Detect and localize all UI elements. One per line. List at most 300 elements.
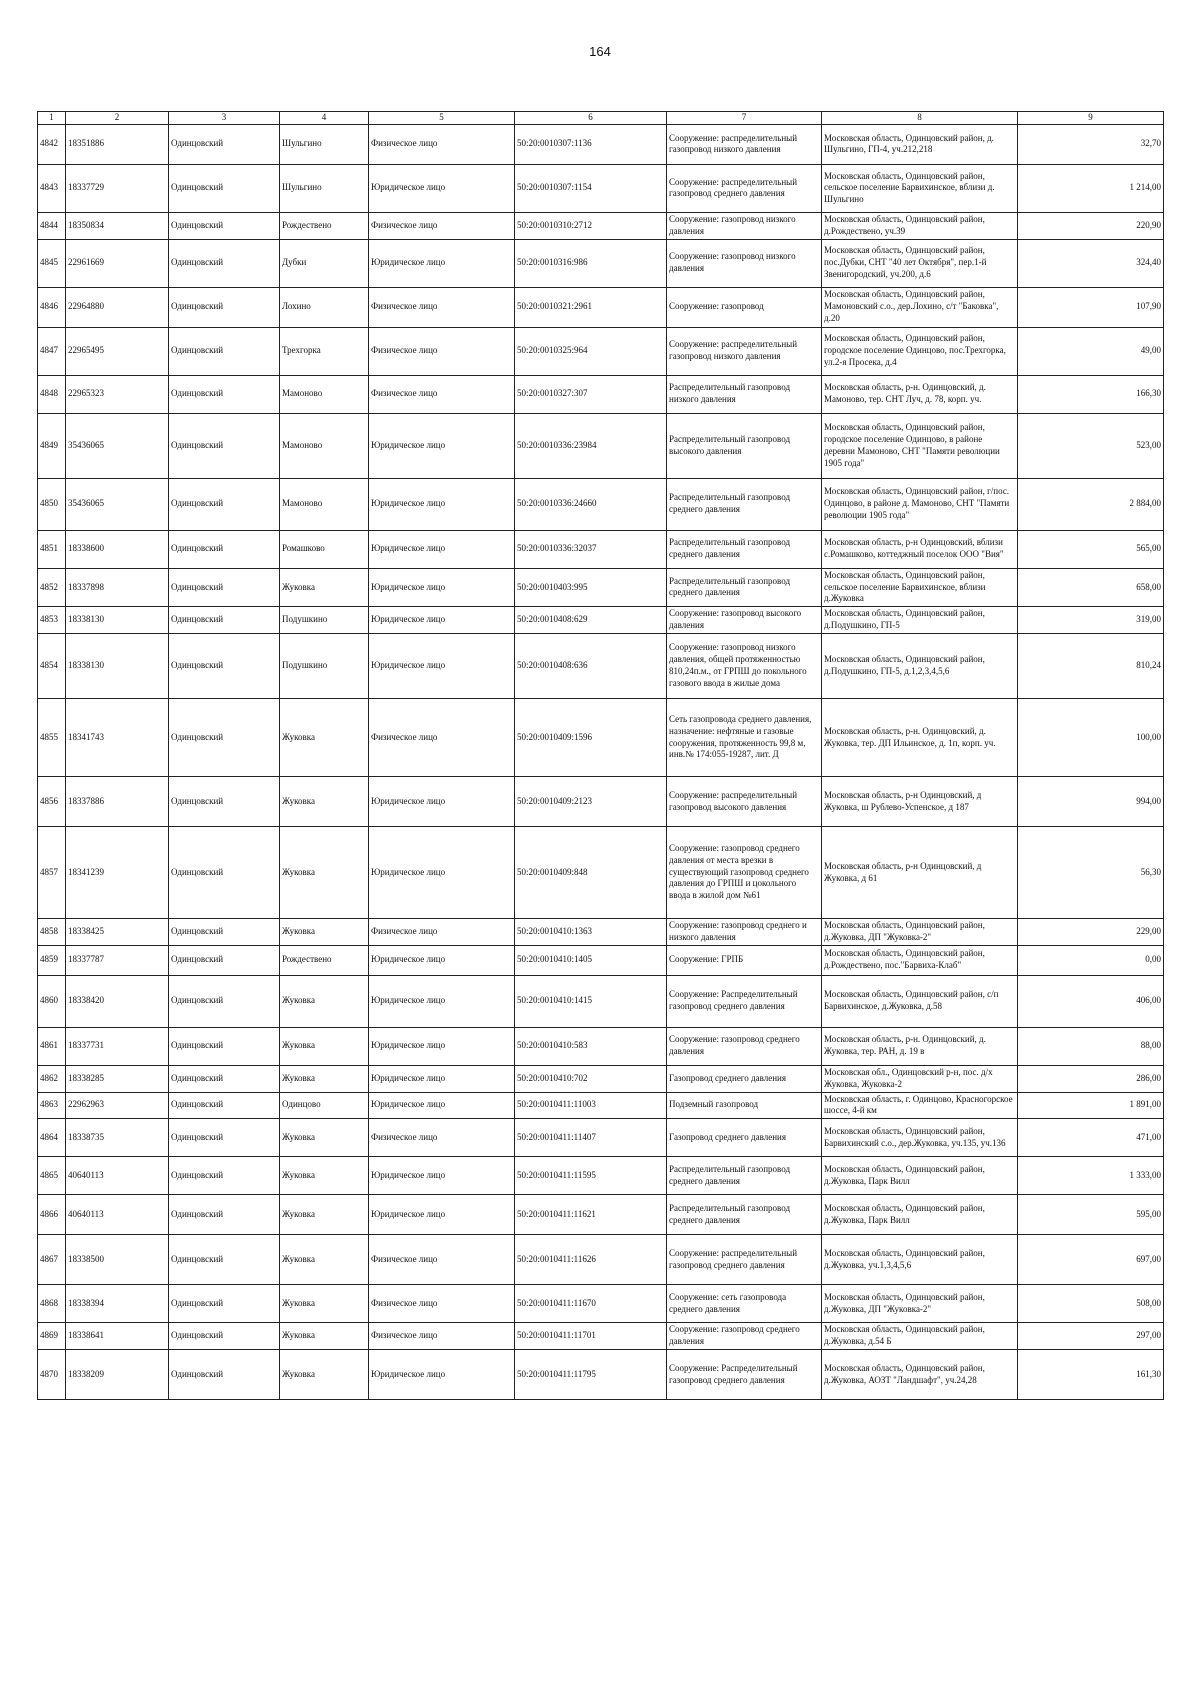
- cell-object-id: 35436065: [66, 413, 169, 478]
- cell-district: Одинцовский: [169, 478, 280, 530]
- cell-object-description: Распределительный газопровод среднего давления: [667, 478, 822, 530]
- cell-length: 658,00: [1018, 568, 1164, 607]
- cell-length: 319,00: [1018, 607, 1164, 634]
- table-row: [38, 1065, 1164, 1092]
- cell-address: Московская область, Одинцовский район, Мамоновский с.о., дер.Лохино, с/т "Баковка", д.20: [822, 287, 1018, 327]
- cell-object-id: 18337731: [66, 1027, 169, 1065]
- cell-row-number: 4852: [38, 568, 66, 607]
- table-row: [38, 327, 1164, 375]
- cell-cadastral-number: 50:20:0010411:11621: [515, 1195, 667, 1235]
- cell-object-description: Сооружение: распределительный газопровод низкого давления: [667, 327, 822, 375]
- cell-locality: Подушкино: [280, 607, 369, 634]
- cell-object-description: Сооружение: ГРПБ: [667, 945, 822, 975]
- cell-row-number: 4859: [38, 945, 66, 975]
- cell-row-number: 4848: [38, 375, 66, 413]
- cell-row-number: 4858: [38, 919, 66, 946]
- cell-row-number: 4857: [38, 827, 66, 919]
- cell-locality: Жуковка: [280, 1119, 369, 1157]
- cell-object-id: 18338130: [66, 607, 169, 634]
- cell-object-id: 18350834: [66, 212, 169, 239]
- cell-cadastral-number: 50:20:0010325:964: [515, 327, 667, 375]
- cell-length: 523,00: [1018, 413, 1164, 478]
- cell-cadastral-number: 50:20:0010408:636: [515, 634, 667, 699]
- cell-length: 286,00: [1018, 1065, 1164, 1092]
- cell-owner-type: Физическое лицо: [369, 1119, 515, 1157]
- cell-row-number: 4869: [38, 1323, 66, 1350]
- cell-district: Одинцовский: [169, 1323, 280, 1350]
- cell-owner-type: Юридическое лицо: [369, 1350, 515, 1400]
- cell-district: Одинцовский: [169, 945, 280, 975]
- cell-address: Московская область, Одинцовский район, д.Подушкино, ГП-5, д.1,2,3,4,5,6: [822, 634, 1018, 699]
- cell-owner-type: Физическое лицо: [369, 375, 515, 413]
- cell-address: Московская область, Одинцовский район, г/пос. Одинцово, в районе д. Мамоново, СНТ "Памяти революции 1905 года": [822, 478, 1018, 530]
- cell-object-id: 18338209: [66, 1350, 169, 1400]
- cell-locality: Жуковка: [280, 699, 369, 777]
- cell-locality: Мамоново: [280, 478, 369, 530]
- cell-cadastral-number: 50:20:0010411:11626: [515, 1235, 667, 1285]
- cell-object-id: 22964880: [66, 287, 169, 327]
- table-row: [38, 975, 1164, 1027]
- cell-length: 229,00: [1018, 919, 1164, 946]
- table-row: [38, 1195, 1164, 1235]
- cell-object-id: 18338394: [66, 1285, 169, 1323]
- cell-cadastral-number: 50:20:0010408:629: [515, 607, 667, 634]
- cell-locality: Жуковка: [280, 1157, 369, 1195]
- cell-length: 810,24: [1018, 634, 1164, 699]
- cell-object-id: 18337729: [66, 164, 169, 212]
- cell-object-id: 18338420: [66, 975, 169, 1027]
- cell-row-number: 4867: [38, 1235, 66, 1285]
- cell-district: Одинцовский: [169, 777, 280, 827]
- cell-locality: Жуковка: [280, 975, 369, 1027]
- cell-address: Московская область, Одинцовский район, городское поселение Одинцово, в районе деревни Мамоново, СНТ "Памяти революции 1905 года": [822, 413, 1018, 478]
- cell-row-number: 4868: [38, 1285, 66, 1323]
- cell-owner-type: Юридическое лицо: [369, 1157, 515, 1195]
- cell-locality: Шульгино: [280, 164, 369, 212]
- cell-object-id: 18338500: [66, 1235, 169, 1285]
- cell-district: Одинцовский: [169, 239, 280, 287]
- cell-row-number: 4862: [38, 1065, 66, 1092]
- cell-object-id: 18337787: [66, 945, 169, 975]
- table-row: [38, 1235, 1164, 1285]
- cell-object-id: 22965495: [66, 327, 169, 375]
- cell-length: 565,00: [1018, 530, 1164, 568]
- cell-address: Московская область, Одинцовский район, сельское поселение Барвихинское, вблизи д. Шульгино: [822, 164, 1018, 212]
- page-number: 164: [589, 44, 611, 59]
- cell-owner-type: Юридическое лицо: [369, 607, 515, 634]
- cell-object-id: 18338600: [66, 530, 169, 568]
- cell-locality: Лохино: [280, 287, 369, 327]
- column-header-locality: 4: [280, 112, 369, 125]
- cell-object-description: Сооружение: распределительный газопровод низкого давления: [667, 124, 822, 164]
- cell-address: Московская область, Одинцовский район, городское поселение Одинцово, пос.Трехгорка, ул.2-я Просека, д.4: [822, 327, 1018, 375]
- cell-object-id: 22961669: [66, 239, 169, 287]
- cell-locality: Мамоново: [280, 375, 369, 413]
- cell-address: Московская область, р-н Одинцовский, д Жуковка, д 61: [822, 827, 1018, 919]
- table-row: [38, 530, 1164, 568]
- cell-owner-type: Юридическое лицо: [369, 945, 515, 975]
- cell-cadastral-number: 50:20:0010410:1415: [515, 975, 667, 1027]
- cell-district: Одинцовский: [169, 919, 280, 946]
- cell-locality: Жуковка: [280, 568, 369, 607]
- cell-address: Московская область, Одинцовский район, д.Рождествено, пос."Барвиха-Клаб": [822, 945, 1018, 975]
- cell-row-number: 4849: [38, 413, 66, 478]
- cell-locality: Жуковка: [280, 1027, 369, 1065]
- cell-district: Одинцовский: [169, 164, 280, 212]
- cell-object-description: Сооружение: распределительный газопровод высокого давления: [667, 777, 822, 827]
- cell-length: 595,00: [1018, 1195, 1164, 1235]
- cell-locality: Подушкино: [280, 634, 369, 699]
- cell-owner-type: Юридическое лицо: [369, 568, 515, 607]
- cell-cadastral-number: 50:20:0010327:307: [515, 375, 667, 413]
- cell-district: Одинцовский: [169, 327, 280, 375]
- cell-locality: Мамоново: [280, 413, 369, 478]
- cell-object-id: 18338735: [66, 1119, 169, 1157]
- cell-object-id: 18338130: [66, 634, 169, 699]
- cell-district: Одинцовский: [169, 568, 280, 607]
- cell-cadastral-number: 50:20:0010307:1136: [515, 124, 667, 164]
- cell-length: 32,70: [1018, 124, 1164, 164]
- table-row: [38, 699, 1164, 777]
- cell-object-description: Распределительный газопровод среднего давления: [667, 1195, 822, 1235]
- cell-locality: Рождествено: [280, 212, 369, 239]
- cell-district: Одинцовский: [169, 1119, 280, 1157]
- cell-cadastral-number: 50:20:0010410:1363: [515, 919, 667, 946]
- cell-cadastral-number: 50:20:0010403:995: [515, 568, 667, 607]
- table-row: [38, 164, 1164, 212]
- cell-object-description: Подземный газопровод: [667, 1092, 822, 1119]
- cell-locality: Жуковка: [280, 1285, 369, 1323]
- column-header-owner-type: 5: [369, 112, 515, 125]
- cell-object-description: Газопровод среднего давления: [667, 1065, 822, 1092]
- table-row: [38, 1027, 1164, 1065]
- cell-owner-type: Юридическое лицо: [369, 1065, 515, 1092]
- cell-owner-type: Физическое лицо: [369, 919, 515, 946]
- cell-cadastral-number: 50:20:0010410:583: [515, 1027, 667, 1065]
- cell-owner-type: Физическое лицо: [369, 1323, 515, 1350]
- cell-object-description: Сооружение: сеть газопровода среднего давления: [667, 1285, 822, 1323]
- table-row: [38, 634, 1164, 699]
- cell-locality: Жуковка: [280, 777, 369, 827]
- cell-district: Одинцовский: [169, 124, 280, 164]
- cell-object-id: 40640113: [66, 1157, 169, 1195]
- cell-locality: Жуковка: [280, 919, 369, 946]
- cell-locality: Жуковка: [280, 1195, 369, 1235]
- table-row: [38, 777, 1164, 827]
- cell-length: 471,00: [1018, 1119, 1164, 1157]
- cell-object-description: Сооружение: газопровод среднего и низкого давления: [667, 919, 822, 946]
- table-body: [38, 124, 1164, 1399]
- cell-object-description: Распределительный газопровод среднего давления: [667, 568, 822, 607]
- cell-object-id: 18351886: [66, 124, 169, 164]
- registry-table: [37, 111, 1164, 1400]
- cell-object-id: 22962963: [66, 1092, 169, 1119]
- table-row: [38, 375, 1164, 413]
- cell-district: Одинцовский: [169, 1195, 280, 1235]
- cell-cadastral-number: 50:20:0010410:1405: [515, 945, 667, 975]
- cell-locality: Жуковка: [280, 1350, 369, 1400]
- cell-district: Одинцовский: [169, 413, 280, 478]
- cell-address: Московская область, Одинцовский район, д.Жуковка, Парк Вилл: [822, 1195, 1018, 1235]
- cell-object-description: Распределительный газопровод среднего давления: [667, 1157, 822, 1195]
- cell-object-id: 18341239: [66, 827, 169, 919]
- cell-district: Одинцовский: [169, 975, 280, 1027]
- cell-object-description: Сеть газопровода среднего давления, назначение: нефтяные и газовые сооружения, протяженность 99,8 м, инв.№ 174:055-19287, лит. Д: [667, 699, 822, 777]
- cell-address: Московская область, Одинцовский район, с/п Барвихинское, д.Жуковка, д.58: [822, 975, 1018, 1027]
- cell-object-id: 18337886: [66, 777, 169, 827]
- cell-owner-type: Юридическое лицо: [369, 1195, 515, 1235]
- cell-length: 166,30: [1018, 375, 1164, 413]
- cell-address: Московская область, Одинцовский район, д.Жуковка, АОЗТ "Ландшафт", уч.24,28: [822, 1350, 1018, 1400]
- cell-length: 56,30: [1018, 827, 1164, 919]
- cell-address: Московская область, Одинцовский район, д.Рождествено, уч.39: [822, 212, 1018, 239]
- table-header: [38, 112, 1164, 125]
- table-row: [38, 287, 1164, 327]
- cell-cadastral-number: 50:20:0010411:11795: [515, 1350, 667, 1400]
- table-row: [38, 919, 1164, 946]
- cell-district: Одинцовский: [169, 607, 280, 634]
- cell-address: Московская область, Одинцовский район, д. Шульгино, ГП-4, уч.212,218: [822, 124, 1018, 164]
- cell-owner-type: Юридическое лицо: [369, 530, 515, 568]
- cell-district: Одинцовский: [169, 375, 280, 413]
- cell-row-number: 4855: [38, 699, 66, 777]
- cell-row-number: 4843: [38, 164, 66, 212]
- cell-length: 2 884,00: [1018, 478, 1164, 530]
- cell-owner-type: Юридическое лицо: [369, 1027, 515, 1065]
- cell-address: Московская область, Одинцовский район, Барвихинский с.о., дер.Жуковка, уч.135, уч.136: [822, 1119, 1018, 1157]
- cell-cadastral-number: 50:20:0010310:2712: [515, 212, 667, 239]
- cell-length: 1 333,00: [1018, 1157, 1164, 1195]
- cell-address: Московская область, р-н. Одинцовский, д. Жуковка, тер. РАН, д. 19 в: [822, 1027, 1018, 1065]
- cell-address: Московская обл., Одинцовский р-н, пос. д/х Жуковка, Жуковка-2: [822, 1065, 1018, 1092]
- cell-owner-type: Юридическое лицо: [369, 975, 515, 1027]
- column-header-address: 8: [822, 112, 1018, 125]
- cell-cadastral-number: 50:20:0010411:11595: [515, 1157, 667, 1195]
- cell-locality: Дубки: [280, 239, 369, 287]
- cell-row-number: 4861: [38, 1027, 66, 1065]
- cell-object-description: Сооружение: газопровод среднего давления: [667, 1323, 822, 1350]
- column-header-object-description: 7: [667, 112, 822, 125]
- table-row: [38, 607, 1164, 634]
- cell-object-description: Сооружение: газопровод низкого давления: [667, 239, 822, 287]
- cell-cadastral-number: 50:20:0010336:32037: [515, 530, 667, 568]
- cell-length: 100,00: [1018, 699, 1164, 777]
- cell-address: Московская область, Одинцовский район, сельское поселение Барвихинское, вблизи д.Жуковка: [822, 568, 1018, 607]
- cell-owner-type: Физическое лицо: [369, 1285, 515, 1323]
- cell-object-description: Сооружение: газопровод: [667, 287, 822, 327]
- cell-owner-type: Юридическое лицо: [369, 239, 515, 287]
- cell-length: 220,90: [1018, 212, 1164, 239]
- table-row: [38, 1285, 1164, 1323]
- cell-owner-type: Юридическое лицо: [369, 413, 515, 478]
- cell-locality: Жуковка: [280, 1323, 369, 1350]
- cell-cadastral-number: 50:20:0010409:2123: [515, 777, 667, 827]
- cell-length: 406,00: [1018, 975, 1164, 1027]
- cell-district: Одинцовский: [169, 1235, 280, 1285]
- cell-cadastral-number: 50:20:0010411:11670: [515, 1285, 667, 1323]
- table-row: [38, 124, 1164, 164]
- cell-owner-type: Физическое лицо: [369, 212, 515, 239]
- cell-cadastral-number: 50:20:0010336:23984: [515, 413, 667, 478]
- cell-row-number: 4854: [38, 634, 66, 699]
- cell-address: Московская область, р-н. Одинцовский, д. Жуковка, тер. ДП Ильинское, д. 1п, корп. уч.: [822, 699, 1018, 777]
- table-row: [38, 1323, 1164, 1350]
- cell-object-description: Распределительный газопровод низкого давления: [667, 375, 822, 413]
- cell-locality: Трехгорка: [280, 327, 369, 375]
- cell-district: Одинцовский: [169, 1027, 280, 1065]
- cell-address: Московская область, Одинцовский район, д.Жуковка, уч.1,3,4,5,6: [822, 1235, 1018, 1285]
- table-row: [38, 1092, 1164, 1119]
- cell-owner-type: Юридическое лицо: [369, 478, 515, 530]
- cell-cadastral-number: 50:20:0010409:1596: [515, 699, 667, 777]
- cell-object-description: Сооружение: распределительный газопровод среднего давления: [667, 1235, 822, 1285]
- cell-row-number: 4842: [38, 124, 66, 164]
- cell-address: Московская область, Одинцовский район, д.Подушкино, ГП-5: [822, 607, 1018, 634]
- cell-cadastral-number: 50:20:0010321:2961: [515, 287, 667, 327]
- table-row: [38, 239, 1164, 287]
- cell-row-number: 4863: [38, 1092, 66, 1119]
- cell-length: 508,00: [1018, 1285, 1164, 1323]
- cell-object-description: Сооружение: газопровод среднего давления: [667, 1027, 822, 1065]
- cell-cadastral-number: 50:20:0010336:24660: [515, 478, 667, 530]
- cell-district: Одинцовский: [169, 1157, 280, 1195]
- cell-row-number: 4853: [38, 607, 66, 634]
- cell-address: Московская область, Одинцовский район, д.Жуковка, ДП "Жуковка-2": [822, 919, 1018, 946]
- cell-object-id: 22965323: [66, 375, 169, 413]
- column-header-object-id: 2: [66, 112, 169, 125]
- cell-address: Московская область, Одинцовский район, пос.Дубки, СНТ "40 лет Октября", пер.1-й Звенигородский, уч.200, д.6: [822, 239, 1018, 287]
- cell-length: 1 214,00: [1018, 164, 1164, 212]
- cell-district: Одинцовский: [169, 287, 280, 327]
- cell-address: Московская область, р-н Одинцовский, д Жуковка, ш Рублево-Успенское, д 187: [822, 777, 1018, 827]
- cell-cadastral-number: 50:20:0010307:1154: [515, 164, 667, 212]
- cell-object-id: 35436065: [66, 478, 169, 530]
- column-header-district: 3: [169, 112, 280, 125]
- cell-row-number: 4851: [38, 530, 66, 568]
- cell-object-description: Распределительный газопровод высокого давления: [667, 413, 822, 478]
- cell-cadastral-number: 50:20:0010409:848: [515, 827, 667, 919]
- cell-row-number: 4865: [38, 1157, 66, 1195]
- cell-district: Одинцовский: [169, 212, 280, 239]
- table-row: [38, 568, 1164, 607]
- cell-length: 161,30: [1018, 1350, 1164, 1400]
- cell-length: 324,40: [1018, 239, 1164, 287]
- cell-object-id: 18338641: [66, 1323, 169, 1350]
- cell-locality: Ромашково: [280, 530, 369, 568]
- cell-length: 49,00: [1018, 327, 1164, 375]
- cell-district: Одинцовский: [169, 699, 280, 777]
- cell-object-description: Газопровод среднего давления: [667, 1119, 822, 1157]
- cell-owner-type: Юридическое лицо: [369, 634, 515, 699]
- cell-locality: Шульгино: [280, 124, 369, 164]
- cell-owner-type: Физическое лицо: [369, 124, 515, 164]
- cell-row-number: 4860: [38, 975, 66, 1027]
- cell-district: Одинцовский: [169, 1350, 280, 1400]
- cell-district: Одинцовский: [169, 1092, 280, 1119]
- cell-length: 297,00: [1018, 1323, 1164, 1350]
- cell-length: 994,00: [1018, 777, 1164, 827]
- cell-address: Московская область, Одинцовский район, д.Жуковка, д.54 Б: [822, 1323, 1018, 1350]
- cell-object-description: Сооружение: газопровод высокого давления: [667, 607, 822, 634]
- table-row: [38, 827, 1164, 919]
- cell-district: Одинцовский: [169, 827, 280, 919]
- cell-locality: Жуковка: [280, 827, 369, 919]
- cell-length: 107,90: [1018, 287, 1164, 327]
- cell-address: Московская область, р-н Одинцовский, вблизи с.Ромашково, коттеджный поселок ООО "Вия": [822, 530, 1018, 568]
- cell-object-description: Сооружение: газопровод низкого давления: [667, 212, 822, 239]
- cell-cadastral-number: 50:20:0010411:11701: [515, 1323, 667, 1350]
- cell-object-description: Сооружение: газопровод низкого давления, общей протяженностью 810,24п.м., от ГРПШ до покольного газового ввода в жилые дома: [667, 634, 822, 699]
- cell-length: 0,00: [1018, 945, 1164, 975]
- cell-row-number: 4870: [38, 1350, 66, 1400]
- cell-cadastral-number: 50:20:0010411:11003: [515, 1092, 667, 1119]
- cell-owner-type: Физическое лицо: [369, 1235, 515, 1285]
- cell-object-id: 18338425: [66, 919, 169, 946]
- cell-owner-type: Юридическое лицо: [369, 1092, 515, 1119]
- cell-object-id: 40640113: [66, 1195, 169, 1235]
- cell-row-number: 4850: [38, 478, 66, 530]
- header-row: [38, 112, 1164, 125]
- cell-object-description: Распределительный газопровод среднего давления: [667, 530, 822, 568]
- column-header-cadastral-number: 6: [515, 112, 667, 125]
- cell-object-id: 18341743: [66, 699, 169, 777]
- cell-owner-type: Физическое лицо: [369, 699, 515, 777]
- cell-district: Одинцовский: [169, 530, 280, 568]
- cell-locality: Жуковка: [280, 1235, 369, 1285]
- cell-cadastral-number: 50:20:0010411:11407: [515, 1119, 667, 1157]
- cell-owner-type: Юридическое лицо: [369, 164, 515, 212]
- cell-row-number: 4866: [38, 1195, 66, 1235]
- cell-object-description: Сооружение: Распределительный газопровод среднего давления: [667, 1350, 822, 1400]
- cell-cadastral-number: 50:20:0010316:986: [515, 239, 667, 287]
- table-row: [38, 212, 1164, 239]
- cell-cadastral-number: 50:20:0010410:702: [515, 1065, 667, 1092]
- cell-row-number: 4844: [38, 212, 66, 239]
- cell-district: Одинцовский: [169, 1285, 280, 1323]
- cell-length: 1 891,00: [1018, 1092, 1164, 1119]
- cell-owner-type: Юридическое лицо: [369, 777, 515, 827]
- cell-row-number: 4864: [38, 1119, 66, 1157]
- cell-owner-type: Физическое лицо: [369, 327, 515, 375]
- cell-row-number: 4846: [38, 287, 66, 327]
- cell-owner-type: Юридическое лицо: [369, 827, 515, 919]
- cell-locality: Жуковка: [280, 1065, 369, 1092]
- cell-district: Одинцовский: [169, 634, 280, 699]
- cell-object-description: Сооружение: газопровод среднего давления от места врезки в существующий газопровод среднего давления до ГРПШ и цокольного ввода в жилой дом №61: [667, 827, 822, 919]
- table-row: [38, 413, 1164, 478]
- column-header-row-number: 1: [38, 112, 66, 125]
- table-row: [38, 1119, 1164, 1157]
- cell-address: Московская область, г. Одинцово, Красногорское шоссе, 4-й км: [822, 1092, 1018, 1119]
- cell-row-number: 4845: [38, 239, 66, 287]
- cell-length: 697,00: [1018, 1235, 1164, 1285]
- table-row: [38, 945, 1164, 975]
- cell-locality: Рождествено: [280, 945, 369, 975]
- cell-object-id: 18338285: [66, 1065, 169, 1092]
- cell-length: 88,00: [1018, 1027, 1164, 1065]
- table-row: [38, 1157, 1164, 1195]
- table-row: [38, 1350, 1164, 1400]
- table-row: [38, 478, 1164, 530]
- cell-address: Московская область, Одинцовский район, д.Жуковка, Парк Вилл: [822, 1157, 1018, 1195]
- cell-address: Московская область, Одинцовский район, д.Жуковка, ДП "Жуковка-2": [822, 1285, 1018, 1323]
- column-header-length: 9: [1018, 112, 1164, 125]
- cell-owner-type: Физическое лицо: [369, 287, 515, 327]
- cell-address: Московская область, р-н. Одинцовский, д. Мамоново, тер. СНТ Луч, д. 78, корп. уч.: [822, 375, 1018, 413]
- cell-object-id: 18337898: [66, 568, 169, 607]
- cell-row-number: 4856: [38, 777, 66, 827]
- cell-object-description: Сооружение: Распределительный газопровод среднего давления: [667, 975, 822, 1027]
